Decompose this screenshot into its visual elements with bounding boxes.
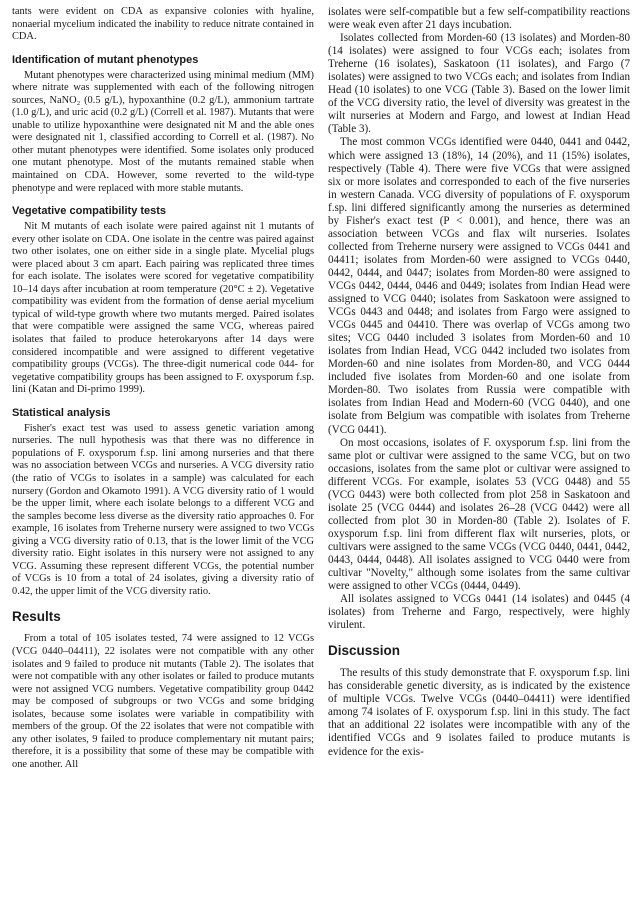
discussion-section-heading: Discussion (328, 643, 401, 659)
left-column-paragraph-5: From a total of 105 isolates tested, 74 were assigned to 12 VCGs (VCG 0440–04411), 22 isolates were not compatible with any other isolates and 9 failed to produce nit mutants (Table 2). The isolates that were not compatible with any other isolates or failed to produce mutants were not assigned VCG numbers. Vegetative compatibility group 0442 may be composed of subgroups or two VCGs and some bridging isolates, because some isolates were variable in compatibility with members of the group. Of the 22 isolates that were not compatible with any other isolates, 9 failed to produce complementary nit mutant pairs; therefore, it is a possibility that some of these may be compatible with one another. All (12, 633, 314, 770)
right-column-paragraph-6: The results of this study demonstrate that F. oxysporum f.sp. lini has considerable genetic diversity, as is indicated by the existence of multiple VCGs. Twelve VCGs (0440–04411) were identified among 74 isolates of F. oxysporum f.sp. lini in this study. The fact that an additional 22 isolates were incompatible with any of the identified VCGs and 9 isolates failed to produce mutants is evidence for the exis- (328, 667, 630, 758)
right-column (328, 6, 630, 900)
right-column-paragraph-4: On most occasions, isolates of F. oxysporum f.sp. lini from the same plot or cultivar were assigned to the same VCG, but on two occasions, isolates from the same plot or cultivar were assigned to different VCGs. For example, isolates 53 (VCG 0448) and 55 (VCG 0443) were both collected from plot 258 in Saskatoon and isolate 25 (VCG 0444) and isolates 26–28 (VCG 0442) were all collected from plot 30 in Morden-80 (Table 2). Isolates of F. oxysporum f.sp. lini from different flax wilt nurseries, plots, or cultivars were assigned to the same VCGs (VCG 0440, 0441, 0442, 0443, 0444, 0448). All isolates assigned to VCG 0440 were from cultivar "Novelty," although some isolates from the same cultivar were assigned to other VCGs (0444, 0449). (328, 436, 630, 593)
right-column-paragraph-2: Isolates collected from Morden-60 (13 isolates) and Morden-80 (14 isolates) were assigned to four VCGs each; isolates from Treherne (16 isolates), Saskatoon (11 isolates), and Fargo (7 isolates) were assigned to two VCGs each; and isolates from Indian Head (10 isolates) to one VCG (Table 3). Based on the lower limit of the VCG diversity ratio, the level of diversity was greatest in the wilt nurseries at Modern and Fargo, and lowest at Indian Head (Table 3). (328, 32, 630, 136)
statistical-analysis-subheading: Statistical analysis (12, 406, 111, 419)
right-column-paragraph-5: All isolates assigned to VCGs 0441 (14 isolates) and 0445 (4 isolates) from Treherne and Fargo, respectively, were highly virulent. (328, 593, 630, 632)
left-column-paragraph-3: Nit M mutants of each isolate were paired against nit 1 mutants of every other isolate on CDA. One isolate in the centre was paired against two other isolates, one on either side in a single plate. Mycelial plugs were placed about 3 cm apart. Each pairing was replicated three times for each isolate. The isolates were scored for vegetative compatibility 10–14 days after incubation at room temperature (20°C ± 2). Vegetative compatibility was evident from the formation of dense aerial mycelium typical of wild-type growth where two mutants merged. Paired isolates that were compatible were assigned the same VCG, whereas paired isolates that failed to produce heterokaryons after 14 days were considered incompatible and were assigned to different vegetative compatibility groups (VCGs). The three-digit numerical code 044- for vegetative compatibility groups has been assigned to F. oxysporum f.sp. lini (Katan and Di-primo 1999). (12, 221, 314, 396)
right-column-paragraph-1: isolates were self-compatible but a few self-compatibility reactions were weak even after 21 days incubation. (328, 6, 630, 32)
left-column-paragraph-2: Mutant phenotypes were characterized using minimal medium (MM) where nitrate was supplemented with each of the following nitrogen sources, NaNO₂ (0.5 g/L), hypoxanthine (0.2 g/L), ammonium tartrate (1.0 g/L), and uric acid (0.2 g/L) (Correll et al. 1987). Mutants that were unable to utilize hypoxanthine were designated nit M and the able ones were designated nit 1, classified according to Correll et al. (1987). No other mutant phenotypes were identified. Some isolates only produced one mutant phenotype. Most of the mutants remained stable when maintained on CDA. However, some reverted to the wild-type phenotype and were replaced with more stable mutants. (12, 69, 314, 194)
left-column-paragraph-4: Fisher's exact test was used to assess genetic variation among nurseries. The null hypothesis was that there was no difference in populations of F. oxysporum f.sp. lini among nurseries and that there was no association between VCGs and nurseries. A VCG diversity ratio (the ratio of VCGs to isolates in a sample) was calculated for each nursery (Gordon and Okamoto 1991). A VCG diversity ratio of 1 would be the upper limit, where each isolate belongs to a different VCG and the samples become less diverse as the diversity ratio approaches 0. For example, 16 isolates from Treherne nursery were assigned to two VCGs giving a VCG diversity ratio of 0.13, that is the lower limit of the VCG diversity ratio. Eight isolates in this nursery were not assigned to any VCG. Assuming these represent different VCGs, the potential number of VCGs is 10 from a total of 24 isolates, giving a diversity ratio of 0.42, the upper limit of the VCG diversity ratio. (12, 422, 314, 597)
right-column-paragraph-3: The most common VCGs identified were 0440, 0441 and 0442, which were assigned 13 (18%), 14 (20%), and 11 (15%) isolates, respectively (Table 4). There were five VCGs that were assigned six or more isolates and corresponded to each of the five nurseries in western Canada. VCG diversity of populations of F. oxysporum f.sp. lini differed significantly among the nurseries as determined by Fisher's exact test (P < 0.001), and hence, there was an association between VCGs and flax wilt nurseries. Isolates collected from Treherne nursery were assigned to VCGs 0441 and 04411; isolates from Morden-60 were assigned to VCGs 0440, 0442, 0444, and 0447; isolates from Morden-80 were assigned to VCGs 0442, 0444, 0446 and 0449; isolates from Indian Head were assigned to VCG 0440; isolates from Saskatoon were assigned to VCGs 0443 and 0448; and isolates from Fargo were assigned to VCGs 0445 and 04410. There was overlap of VCGs among two sites; VCG 0440 included 3 isolates from Morden-60 and 10 isolates from Indian Head, VCG 0442 included two isolates from Morden-60 and nine isolates from Morden-80, and VCG 0444 included five isolates from Morden-60 and one isolate from Morden-80. Two isolates from Russia were compatible with isolates from Indian Head and Modern-60 (VCG 0440), and one isolate from Belgium was compatible with isolates from Treherne (VCG 0441). (328, 136, 630, 436)
identification-of-mutant-phenotypes-subheading: Identification of mutant phenotypes (12, 53, 199, 66)
results-section-heading: Results (12, 609, 61, 625)
left-column-paragraph-1: tants were evident on CDA as expansive colonies with hyaline, nonaerial mycelium indicated the inability to reduce nitrate contained in CDA. (12, 6, 314, 43)
left-column (12, 6, 314, 900)
vegetative-compatibility-tests-subheading: Vegetative compatibility tests (12, 205, 167, 218)
